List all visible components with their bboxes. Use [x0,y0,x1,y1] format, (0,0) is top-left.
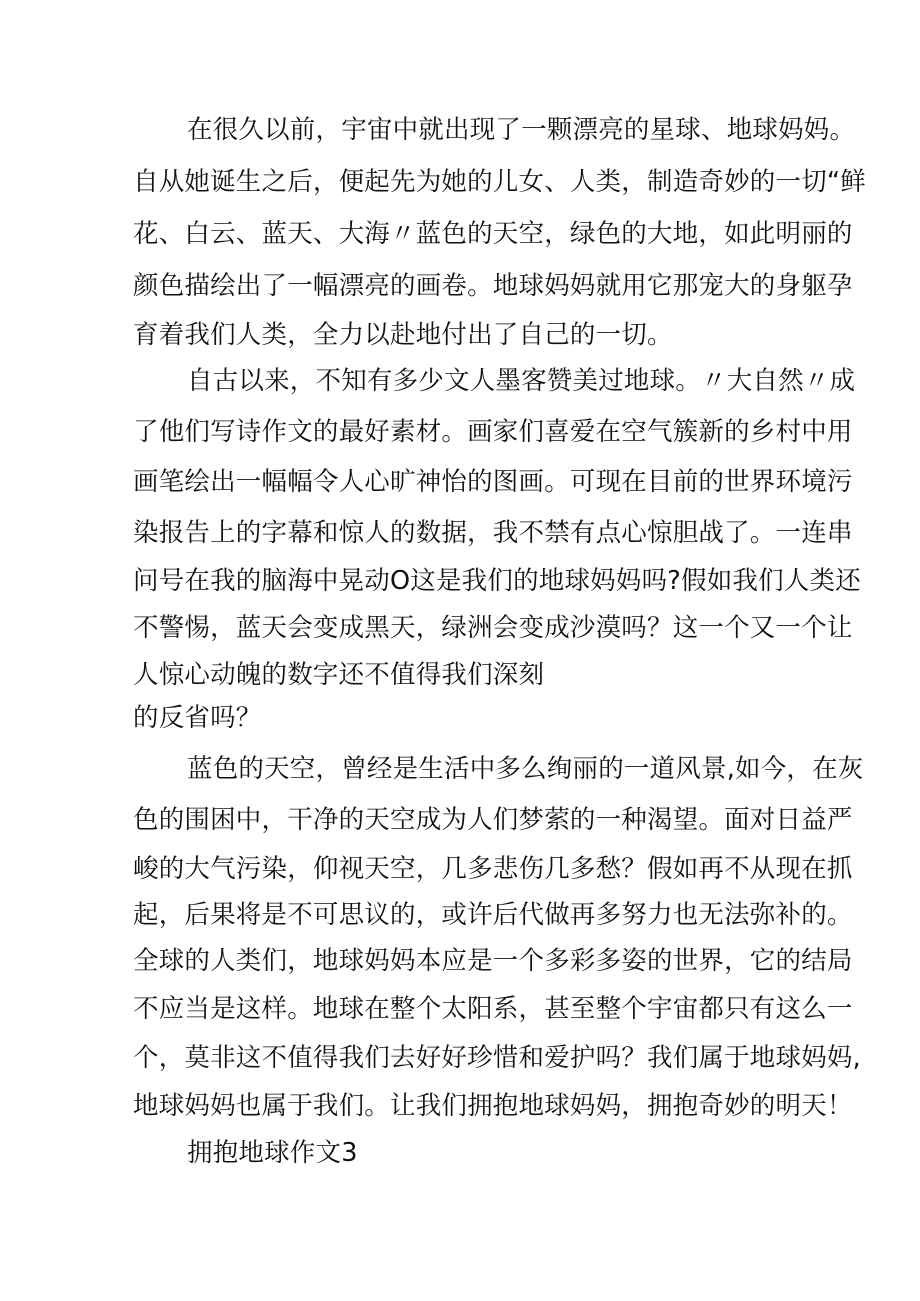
text-line: 起，后果将是不可思议的，或许后代做再多努力也无法弥补的。 [133,900,853,930]
text-line: 个，莫非这不值得我们去好好珍惜和爱护吗？我们属于地球妈妈, [133,1043,861,1073]
text-line: 人惊心动魄的数字还不值得我们深刻 [133,660,545,690]
text-line: 自从她诞生之后，便起先为她的儿女、人类，制造奇妙的一切“鲜 [133,167,867,197]
section-heading: 拥抱地球作文3 [187,1138,358,1168]
text-line: 的反省吗？ [133,703,262,733]
text-line: 问号在我的脑海中晃动O这是我们的地球妈妈吗?假如我们人类还 [133,566,861,596]
text-line: 不应当是这样。地球在整个太阳系，甚至整个宇宙都只有这么一 [133,994,853,1024]
text-line: 染报告上的字幕和惊人的数据，我不禁有点心惊胆战了。一连串 [133,518,853,548]
text-line: 全球的人类们，地球妈妈本应是一个多彩多姿的世界，它的结局 [133,946,853,976]
text-line: 画笔绘出一幅幅令人心旷神怡的图画。可现在目前的世界环境污 [133,467,853,497]
text-line: 不警惕，蓝天会变成黑天，绿洲会变成沙漠吗？这一个又一个让 [133,613,853,643]
text-line: 花、白云、蓝天、大海〃蓝色的天空，绿色的大地，如此明丽的 [133,219,853,249]
text-line: 色的围困中，干净的天空成为人们梦萦的一种渴望。面对日益严 [133,805,853,835]
text-line: 峻的大气污染，仰视天空，几多悲伤几多愁？假如再不从现在抓 [133,854,853,884]
text-line: 育着我们人类，全力以赴地付出了自己的一切。 [133,320,673,350]
text-line: 自古以来，不知有多少文人墨客赞美过地球。〃大自然〃成 [187,366,856,396]
text-line: 地球妈妈也属于我们。让我们拥抱地球妈妈，拥抱奇妙的明天！ [133,1091,853,1121]
text-line: 颜色描绘出了一幅漂亮的画卷。地球妈妈就用它那宠大的身躯孕 [133,271,853,301]
text-line: 蓝色的天空，曾经是生活中多么绚丽的一道风景,如今，在灰 [187,754,864,784]
text-line: 了他们写诗作文的最好素材。画家们喜爱在空气簇新的乡村中用 [133,417,853,447]
text-line: 在很久以前，宇宙中就出现了一颗漂亮的星球、地球妈妈。 [187,115,856,145]
